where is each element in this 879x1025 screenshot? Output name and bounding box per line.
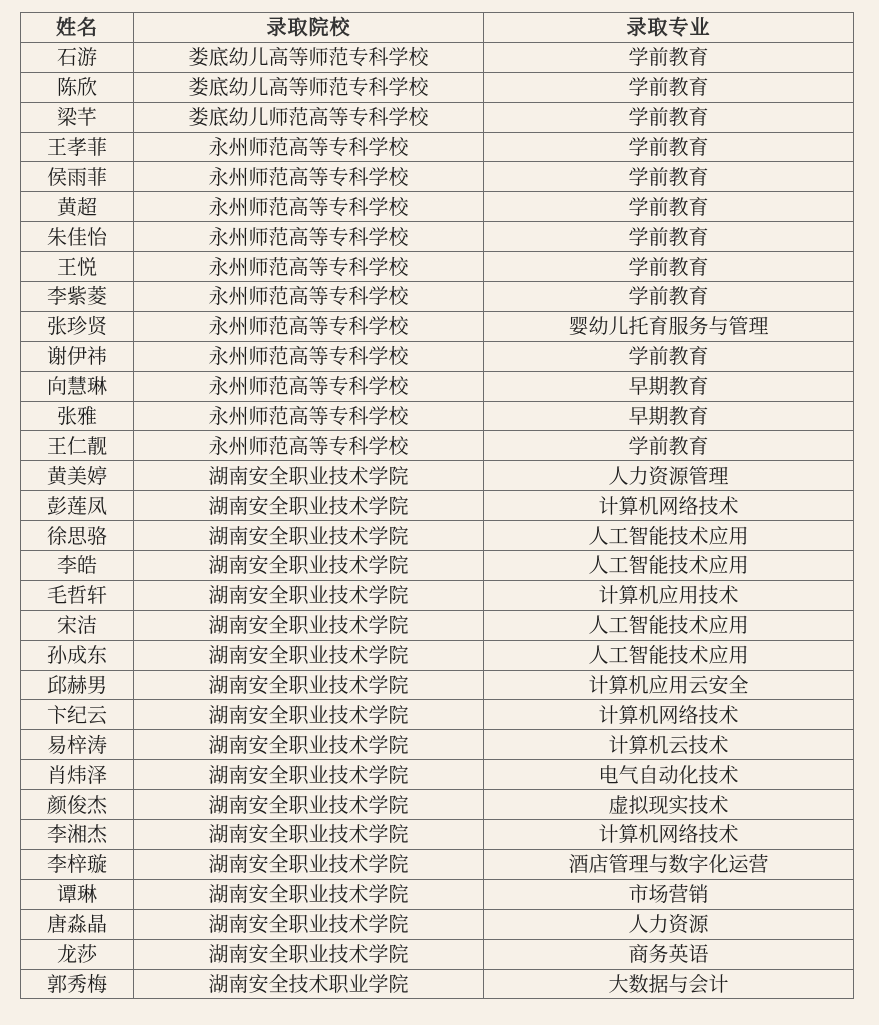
table-header <box>21 13 854 43</box>
major-cell: 酒店管理与数字化运营 <box>484 849 854 879</box>
school-cell: 永州师范高等专科学校 <box>134 192 484 222</box>
school-cell: 湖南安全职业技术学院 <box>134 939 484 969</box>
student-name-cell: 彭莲凤 <box>21 491 134 521</box>
major-cell: 学前教育 <box>484 42 854 72</box>
school-cell: 湖南安全职业技术学院 <box>134 580 484 610</box>
school-cell: 娄底幼儿高等师范专科学校 <box>134 72 484 102</box>
admission-table <box>20 12 854 999</box>
table-row <box>21 640 854 670</box>
table-row <box>21 132 854 162</box>
major-cell: 计算机网络技术 <box>484 700 854 730</box>
major-cell: 商务英语 <box>484 939 854 969</box>
student-name-cell: 李紫菱 <box>21 282 134 312</box>
student-name-cell: 唐淼晶 <box>21 909 134 939</box>
school-cell: 娄底幼儿高等师范专科学校 <box>134 42 484 72</box>
table-row <box>21 282 854 312</box>
school-cell: 湖南安全职业技术学院 <box>134 879 484 909</box>
student-name-cell: 黄美婷 <box>21 461 134 491</box>
school-cell: 湖南安全职业技术学院 <box>134 909 484 939</box>
student-name-cell: 谭琳 <box>21 879 134 909</box>
student-name-cell: 石游 <box>21 42 134 72</box>
table-row <box>21 42 854 72</box>
major-cell: 计算机云技术 <box>484 730 854 760</box>
table-row <box>21 102 854 132</box>
student-name-cell: 李湘杰 <box>21 820 134 850</box>
table-row <box>21 311 854 341</box>
school-cell: 湖南安全职业技术学院 <box>134 670 484 700</box>
major-cell: 学前教育 <box>484 72 854 102</box>
school-cell: 湖南安全职业技术学院 <box>134 730 484 760</box>
school-cell: 永州师范高等专科学校 <box>134 341 484 371</box>
student-name-cell: 易梓涛 <box>21 730 134 760</box>
table-row <box>21 909 854 939</box>
school-cell: 永州师范高等专科学校 <box>134 162 484 192</box>
header-major: 录取专业 <box>484 13 854 43</box>
school-cell: 永州师范高等专科学校 <box>134 371 484 401</box>
major-cell: 学前教育 <box>484 282 854 312</box>
school-cell: 湖南安全职业技术学院 <box>134 491 484 521</box>
table-row <box>21 730 854 760</box>
table-row <box>21 341 854 371</box>
table-row <box>21 969 854 999</box>
major-cell: 学前教育 <box>484 252 854 282</box>
student-name-cell: 邱赫男 <box>21 670 134 700</box>
school-cell: 湖南安全技术职业学院 <box>134 969 484 999</box>
table-body <box>21 42 854 999</box>
header-name: 姓名 <box>21 13 134 43</box>
student-name-cell: 王悦 <box>21 252 134 282</box>
header-row <box>21 13 854 43</box>
major-cell: 早期教育 <box>484 401 854 431</box>
header-school: 录取院校 <box>134 13 484 43</box>
major-cell: 计算机网络技术 <box>484 491 854 521</box>
major-cell: 学前教育 <box>484 102 854 132</box>
major-cell: 计算机网络技术 <box>484 820 854 850</box>
school-cell: 永州师范高等专科学校 <box>134 132 484 162</box>
school-cell: 永州师范高等专科学校 <box>134 282 484 312</box>
major-cell: 电气自动化技术 <box>484 760 854 790</box>
major-cell: 人工智能技术应用 <box>484 521 854 551</box>
table-row <box>21 491 854 521</box>
school-cell: 湖南安全职业技术学院 <box>134 461 484 491</box>
table-row <box>21 879 854 909</box>
major-cell: 学前教育 <box>484 162 854 192</box>
student-name-cell: 毛哲轩 <box>21 580 134 610</box>
school-cell: 娄底幼儿师范高等专科学校 <box>134 102 484 132</box>
table-row <box>21 939 854 969</box>
table-row <box>21 790 854 820</box>
table-row <box>21 72 854 102</box>
school-cell: 湖南安全职业技术学院 <box>134 610 484 640</box>
school-cell: 永州师范高等专科学校 <box>134 401 484 431</box>
student-name-cell: 朱佳怡 <box>21 222 134 252</box>
student-name-cell: 徐思骆 <box>21 521 134 551</box>
admission-list-sheet <box>20 12 853 999</box>
major-cell: 学前教育 <box>484 341 854 371</box>
school-cell: 湖南安全职业技术学院 <box>134 521 484 551</box>
major-cell: 学前教育 <box>484 222 854 252</box>
table-row <box>21 192 854 222</box>
major-cell: 人力资源管理 <box>484 461 854 491</box>
table-row <box>21 431 854 461</box>
table-row <box>21 700 854 730</box>
major-cell: 人工智能技术应用 <box>484 610 854 640</box>
student-name-cell: 李梓璇 <box>21 849 134 879</box>
table-row <box>21 252 854 282</box>
student-name-cell: 张雅 <box>21 401 134 431</box>
table-row <box>21 760 854 790</box>
student-name-cell: 王孝菲 <box>21 132 134 162</box>
school-cell: 永州师范高等专科学校 <box>134 222 484 252</box>
major-cell: 市场营销 <box>484 879 854 909</box>
school-cell: 湖南安全职业技术学院 <box>134 760 484 790</box>
table-row <box>21 580 854 610</box>
major-cell: 人工智能技术应用 <box>484 640 854 670</box>
student-name-cell: 卞纪云 <box>21 700 134 730</box>
student-name-cell: 黄超 <box>21 192 134 222</box>
student-name-cell: 孙成东 <box>21 640 134 670</box>
student-name-cell: 谢伊祎 <box>21 341 134 371</box>
table-row <box>21 401 854 431</box>
school-cell: 永州师范高等专科学校 <box>134 311 484 341</box>
student-name-cell: 向慧琳 <box>21 371 134 401</box>
student-name-cell: 肖炜泽 <box>21 760 134 790</box>
student-name-cell: 王仁靓 <box>21 431 134 461</box>
table-row <box>21 371 854 401</box>
major-cell: 虚拟现实技术 <box>484 790 854 820</box>
major-cell: 大数据与会计 <box>484 969 854 999</box>
school-cell: 湖南安全职业技术学院 <box>134 700 484 730</box>
school-cell: 湖南安全职业技术学院 <box>134 551 484 581</box>
major-cell: 计算机应用云安全 <box>484 670 854 700</box>
student-name-cell: 梁芊 <box>21 102 134 132</box>
major-cell: 人工智能技术应用 <box>484 551 854 581</box>
table-row <box>21 849 854 879</box>
school-cell: 湖南安全职业技术学院 <box>134 820 484 850</box>
major-cell: 婴幼儿托育服务与管理 <box>484 311 854 341</box>
student-name-cell: 宋洁 <box>21 610 134 640</box>
table-row <box>21 610 854 640</box>
school-cell: 湖南安全职业技术学院 <box>134 849 484 879</box>
student-name-cell: 龙莎 <box>21 939 134 969</box>
table-row <box>21 670 854 700</box>
major-cell: 学前教育 <box>484 132 854 162</box>
school-cell: 湖南安全职业技术学院 <box>134 790 484 820</box>
student-name-cell: 李皓 <box>21 551 134 581</box>
student-name-cell: 颜俊杰 <box>21 790 134 820</box>
major-cell: 计算机应用技术 <box>484 580 854 610</box>
student-name-cell: 张珍贤 <box>21 311 134 341</box>
table-row <box>21 222 854 252</box>
table-row <box>21 461 854 491</box>
major-cell: 学前教育 <box>484 431 854 461</box>
major-cell: 早期教育 <box>484 371 854 401</box>
table-row <box>21 551 854 581</box>
school-cell: 永州师范高等专科学校 <box>134 252 484 282</box>
table-row <box>21 162 854 192</box>
table-row <box>21 820 854 850</box>
table-row <box>21 521 854 551</box>
major-cell: 学前教育 <box>484 192 854 222</box>
major-cell: 人力资源 <box>484 909 854 939</box>
school-cell: 湖南安全职业技术学院 <box>134 640 484 670</box>
school-cell: 永州师范高等专科学校 <box>134 431 484 461</box>
student-name-cell: 侯雨菲 <box>21 162 134 192</box>
student-name-cell: 郭秀梅 <box>21 969 134 999</box>
student-name-cell: 陈欣 <box>21 72 134 102</box>
